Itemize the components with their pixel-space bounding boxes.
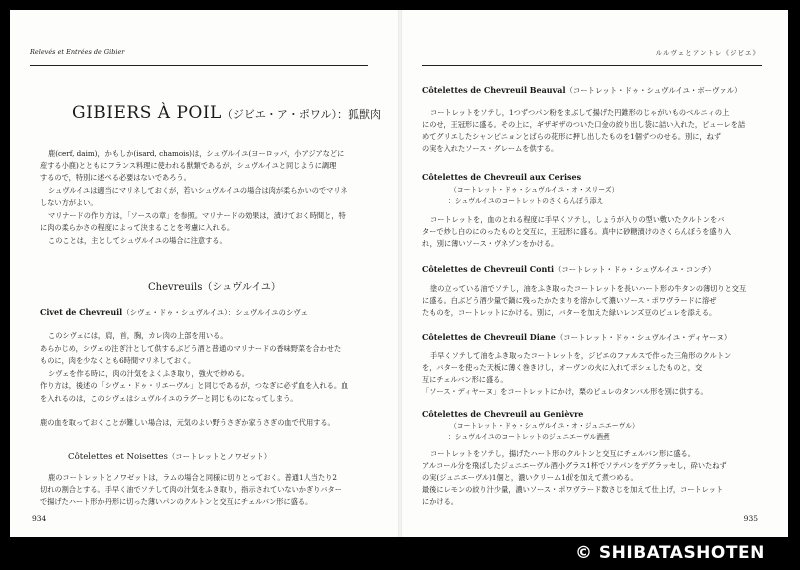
- civet-line: を入れるのは，このシヴェはシュヴルイユのラグーと同じものになってしまう。: [40, 394, 298, 403]
- chapter-title-main: GIBIERS À POIL: [72, 103, 222, 123]
- chapter-title: [72, 103, 381, 123]
- recipe-title-conti: [422, 264, 715, 275]
- recipe-title-diane: [422, 332, 731, 343]
- civet-line: このシヴェには，肩，首，胸，カレ肉の上部を用いる。: [48, 331, 228, 340]
- civet-line: シヴェを作る時に，肉の汁気をよくふき取り，強火で炒める。: [48, 369, 249, 378]
- cerises-line: ターで炒し白のにのったものと交互に，王冠形に盛る。真中に砂糖漬けのさくらんぼうを盛り入: [422, 227, 731, 236]
- recipe-subtitle: （コートレット・ドゥ・シュヴルイユ・オ・スリーズ）: [450, 186, 619, 194]
- left-running-header: Relevés et Entrées de Gibier: [30, 48, 125, 56]
- recipe-title-fr: Côtelettes de Chevreuil Beauval: [422, 85, 566, 95]
- civet-line: ものに，肉を少なくとも6時間マリネしておく。: [40, 356, 196, 365]
- civet-line: 鹿の血を取っておくことが難しい場合は，元気のよい野うさぎか家うさぎの血で代用する。: [40, 418, 335, 427]
- conti-line: たものを，コートレットにかける。別に，バターを加えた緑いレンズ豆のピュレを添える。: [422, 308, 717, 317]
- right-page: [402, 10, 788, 537]
- section-title-chevreuils: Chevreuils（シュヴルイユ）: [148, 282, 281, 293]
- civet-line: 作り方は，後述の「シヴェ・ドゥ・リエーヴル」と同じであるが，つなぎに必ず血を入れる。血: [40, 381, 349, 390]
- recipe-title-fr: Côtelettes et Noisettes: [68, 452, 168, 462]
- genievre-line: の実(ジュニエーヴル)1個と，濃いクリーム1㎗を加えて煮つめる。: [422, 473, 638, 482]
- recipe-title-fr: Côtelettes de Chevreuil Conti: [422, 264, 555, 274]
- recipe-title-jp: （コートレット・ドゥ・シュヴルイユ・ディヤーヌ）: [555, 333, 732, 342]
- intro-line: このことは，主としてシュヴルイユの場合に注意する。: [48, 236, 227, 245]
- copyright-watermark: © SHIBATASHOTEN: [575, 543, 765, 563]
- diane-line: 手早くソテして油をふき取ったコートレットを，ジビエのファルスで作った三角形のクルトン: [430, 351, 732, 360]
- beauval-line: にのせ，王冠形に盛る。その上に，ギザギザのついた口金の絞り出し袋に詰い入れた，ピューレを詰: [422, 120, 746, 129]
- left-header-rule: [30, 65, 368, 66]
- left-page-number: 934: [32, 514, 47, 523]
- recipe-title-fr: Civet de Chevreuil: [40, 307, 123, 317]
- conti-line: に盛る。白ぶどう酒少量で鍋に残ったかたまりを溶かして濃いソース・ポワヴラードに溶ぜ: [422, 296, 717, 305]
- intro-line: に肉の柔らかさの程度によって決まることを考慮に入れる。: [40, 223, 235, 232]
- diane-line: 互にチェルバン形に盛る。: [422, 375, 508, 384]
- intro-line: マリナードの作り方は，「ソースの章」を参照。マリナードの効果は，漬けておく時間と，特: [48, 211, 346, 220]
- diane-line: 「ソース・ディヤーヌ」をコートレットにかけ，栗のピュレのタンバル形を別に供する。: [422, 387, 708, 396]
- diane-line: を，バターを使った天板に薄く巻きけし，オーヴンの火に入れてポシェしたものと，交: [422, 363, 703, 372]
- recipe-title-genievre: Côtelettes de Chevreuil au Genièvre: [422, 409, 584, 419]
- cotelettes-line: 切れの割合とする。手早く油でソテして肉の汁気をふき取り，指示されていないかぎりバター: [40, 485, 342, 494]
- book-spread: [10, 10, 788, 537]
- recipe-title-jp: （コートレットとノワゼット）: [167, 452, 272, 461]
- intro-line: するので，特別に述べる必要はないであろう。: [40, 173, 191, 182]
- beauval-line: めてグリエしたシャンピニョンとばらの花形に押し出したものを1個ずつのせる。別に，ねず: [422, 132, 721, 141]
- recipe-subtitle: ：シュヴルイユのコートレットのジュニエーヴル酒煮: [448, 433, 610, 441]
- left-page: [10, 10, 398, 537]
- recipe-title-civet: [40, 307, 308, 318]
- cotelettes-line: で揚げたハート形か丹形に切った薄いパンのクルトンと交互にチェルバン形に盛る。: [40, 497, 313, 506]
- intro-line: 鹿(cerf, daim)，かもしか(isard, chamois)は，シュヴルイユ(ヨーロッパ，小アジアなどに: [48, 149, 345, 158]
- civet-line: あらかじめ，シヴェの注ぎ汁として供するぶどう酒と普通のマリナードの香味野菜を合わせた: [40, 344, 342, 353]
- intro-line: しない方がよい。: [40, 198, 98, 207]
- recipe-title-cerises: Côtelettes de Chevreuil aux Cerises: [422, 172, 582, 182]
- genievre-line: アルコール分を飛ばしたジュニエーヴル酒小グラス1杯でソテパンをデグラッセし，砕いたねず: [422, 461, 727, 470]
- genievre-line: にかける。: [422, 497, 458, 506]
- intro-line: シュヴルイユは適当にマリネしておくが，若いシュヴルイユの場合は肉が柔らかいのでマリネ: [48, 186, 348, 195]
- chapter-title-sub: （ジビエ・ア・ポワル）：狐獣肉: [221, 108, 381, 121]
- recipe-title-jp: （コートレット・ドゥ・シュヴルイユ・ボーヴァル）: [565, 86, 742, 95]
- right-page-number: 935: [743, 514, 758, 523]
- recipe-subtitle: （コートレット・ドゥ・シュヴルイユ・オ・ジュニエーヴル）: [450, 422, 639, 430]
- cerises-line: コートレットを，血のとれる程度に手早くソテし，しょうが入りの型い敷いたクルトンをバ: [430, 215, 725, 224]
- beauval-line: コートレットをソテし，1つずつパン粉をまぶして揚げた円錐形のじゃがいものベルニィの上: [430, 108, 730, 117]
- cotelettes-line: 鹿のコートレットとノワゼットは，ラムの場合と同様に切りとっておく。普通1人当たり2: [48, 473, 337, 482]
- right-header-rule: [422, 65, 762, 66]
- genievre-line: 最後にレモンの絞り汁少量，濃いソース・ポワヴラード数さじを加えて仕上げ，コートレット: [422, 485, 724, 494]
- recipe-title-cotelettes: [68, 451, 271, 462]
- right-running-header: ルルヴェとアントレ《ジビエ》: [655, 49, 760, 57]
- recipe-title-jp: （コートレット・ドゥ・シュヴルイユ・コンチ）: [554, 265, 716, 274]
- recipe-title-jp: （シヴェ・ドゥ・シュヴルイユ）：シュヴルイユのシヴェ: [122, 308, 308, 317]
- genievre-line: コートレットをソテし，揚げたハート形のクルトンと交互にチェルバン形に盛る。: [430, 449, 695, 458]
- recipe-subtitle: ：シュヴルイユのコートレットのさくらんぼう添え: [448, 197, 604, 205]
- recipe-title-fr: Côtelettes de Chevreuil Diane: [422, 332, 556, 342]
- cerises-line: れ，別に薄いソース・ヴネゾンをかける。: [422, 239, 559, 248]
- intro-line: 産する小鹿)とともにフランス料理に使われる獣類であるが，シュヴルイユと同じように調理: [40, 161, 337, 170]
- recipe-title-beauval: [422, 85, 742, 96]
- beauval-line: の実を入れたソース・グレームを供する。: [422, 144, 559, 153]
- conti-line: 塗の立っている油でソテし，油をふき取ったコートレットを長いハート形の牛タンの薄切りと交互: [430, 284, 747, 293]
